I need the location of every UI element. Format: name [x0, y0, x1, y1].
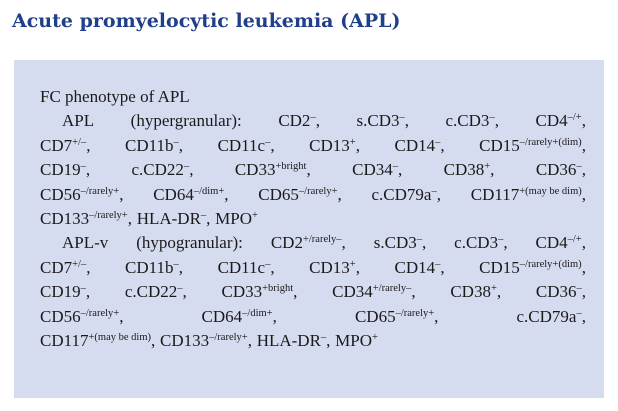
marker-token: [125, 256, 183, 280]
marker-expression: +(may be dim): [88, 331, 151, 343]
marker-expression: +: [484, 161, 491, 173]
marker-name: c.CD79a: [516, 306, 577, 326]
marker-token: [372, 183, 441, 207]
marker-name: CD15: [479, 135, 520, 155]
marker-token: [40, 183, 123, 207]
marker-expression: –/dim+: [193, 185, 225, 197]
separator: ,: [581, 306, 586, 326]
separator: ,: [581, 111, 586, 131]
marker-token: [394, 256, 444, 280]
marker-expression: –: [489, 112, 495, 124]
page-title: Acute promyelocytic leukemia (APL): [12, 10, 401, 32]
separator: ,: [270, 135, 275, 155]
marker-token: [131, 109, 242, 133]
marker-name: CD33: [221, 282, 263, 302]
separator: ,: [270, 257, 275, 277]
marker-name: (hypogranular):: [136, 233, 243, 253]
separator: ,: [581, 135, 586, 155]
separator: ,: [490, 160, 495, 180]
marker-expression: –/rarely+: [298, 185, 338, 197]
marker-token: [136, 231, 243, 255]
marker-token: [40, 134, 90, 158]
marker-name: CD38: [450, 282, 491, 302]
separator: ,: [581, 233, 586, 253]
marker-name: CD7: [40, 257, 73, 277]
marker-token: [40, 329, 155, 353]
marker-expression: –: [431, 185, 437, 197]
marker-name: CD11b: [125, 257, 174, 277]
marker-expression: –: [265, 136, 271, 148]
separator: ,: [189, 160, 194, 180]
marker-expression: +/rarely–: [302, 234, 342, 246]
marker-name: HLA-DR: [256, 330, 321, 350]
phenotype-line: [40, 207, 586, 231]
separator: ,: [315, 111, 320, 131]
marker-token: [356, 109, 408, 133]
marker-expression: +/–: [72, 258, 87, 270]
marker-expression: –: [80, 283, 86, 295]
marker-token: [536, 231, 586, 255]
separator: ,: [119, 184, 124, 204]
marker-name: CD4: [535, 233, 568, 253]
marker-expression: –: [265, 258, 271, 270]
marker-name: MPO: [335, 330, 373, 350]
separator: ,: [224, 184, 229, 204]
phenotype-line: [40, 109, 586, 133]
marker-name: CD14: [394, 257, 436, 277]
marker-expression: –: [392, 161, 398, 173]
marker-expression: –: [310, 112, 316, 124]
marker-name: c.CD3: [454, 233, 499, 253]
marker-expression: +/rarely–: [372, 283, 412, 295]
separator: ,: [494, 111, 499, 131]
separator: ,: [581, 282, 586, 302]
marker-token: [222, 280, 298, 304]
marker-expression: –/rarely+: [89, 209, 128, 221]
phenotype-line: [40, 329, 586, 353]
marker-expression: –: [80, 161, 86, 173]
phenotype-line: [40, 231, 586, 255]
marker-name: APL-v: [62, 233, 109, 253]
marker-token: [471, 183, 586, 207]
marker-token: [450, 280, 501, 304]
marker-token: [125, 134, 183, 158]
marker-name: s.CD3: [356, 111, 400, 131]
marker-expression: –/rarely+(dim): [519, 258, 582, 270]
phenotype-line: [40, 305, 586, 329]
separator: ,: [440, 135, 445, 155]
marker-token: [479, 256, 586, 280]
marker-name: CD64: [201, 306, 243, 326]
separator: ,: [178, 257, 184, 277]
marker-token: [479, 134, 586, 158]
marker-token: [62, 231, 108, 255]
marker-name: CD133: [40, 208, 90, 228]
marker-name: CD2: [278, 111, 311, 131]
separator: ,: [440, 257, 445, 277]
marker-name: APL: [62, 111, 95, 131]
marker-expression: –/rarely+: [80, 307, 120, 319]
marker-token: [40, 256, 90, 280]
marker-token: [40, 207, 132, 231]
separator: ,: [206, 208, 211, 228]
marker-name: CD38: [443, 160, 485, 180]
marker-name: CD33: [234, 160, 276, 180]
marker-name: CD19: [40, 160, 81, 180]
marker-expression: –: [576, 307, 582, 319]
marker-expression: –: [200, 209, 207, 221]
marker-name: CD56: [40, 306, 81, 326]
info-box: [14, 60, 604, 398]
marker-expression: +bright: [262, 283, 294, 295]
marker-name: c.CD22: [131, 160, 184, 180]
marker-token: [374, 231, 426, 255]
separator: ,: [421, 233, 427, 253]
phenotype-line: [40, 256, 586, 280]
separator: ,: [182, 282, 187, 302]
separator: ,: [581, 160, 586, 180]
marker-token: [235, 158, 311, 182]
separator: ,: [411, 282, 416, 302]
marker-name: CD36: [535, 282, 577, 302]
separator: ,: [151, 330, 156, 350]
marker-expression: +: [372, 331, 378, 343]
marker-expression: –: [498, 234, 504, 246]
marker-name: CD133: [160, 330, 210, 350]
marker-name: s.CD3: [373, 233, 417, 253]
marker-token: [153, 183, 228, 207]
marker-expression: –/rarely+: [80, 185, 120, 197]
marker-token: [278, 109, 320, 133]
marker-name: CD7: [40, 135, 73, 155]
marker-token: [258, 183, 341, 207]
separator: ,: [503, 233, 508, 253]
marker-name: CD64: [153, 184, 194, 204]
phenotype-line: [40, 158, 586, 182]
separator: ,: [397, 160, 403, 180]
marker-name: c.CD3: [445, 111, 490, 131]
marker-token: [160, 329, 252, 353]
marker-token: [137, 207, 211, 231]
marker-name: CD13: [309, 135, 350, 155]
marker-expression: +: [490, 283, 497, 295]
marker-expression: +(may be dim): [519, 185, 582, 197]
marker-token: [309, 134, 360, 158]
separator: ,: [247, 330, 252, 350]
separator: ,: [86, 135, 91, 155]
marker-name: (hypergranular):: [130, 111, 242, 131]
marker-name: c.CD22: [124, 282, 178, 302]
marker-token: [218, 256, 275, 280]
marker-expression: –/rarely+(dim): [519, 136, 582, 148]
marker-name: CD11c: [217, 257, 266, 277]
marker-name: CD117: [470, 184, 520, 204]
marker-expression: –/rarely+: [209, 331, 248, 343]
marker-token: [218, 134, 275, 158]
marker-expression: +: [252, 209, 258, 221]
marker-expression: +: [349, 258, 356, 270]
info-box-content: [40, 85, 586, 353]
marker-expression: –: [320, 331, 327, 343]
marker-name: MPO: [215, 208, 253, 228]
marker-expression: –: [177, 283, 183, 295]
separator: ,: [436, 184, 441, 204]
separator: ,: [434, 306, 439, 326]
marker-token: [352, 158, 402, 182]
marker-name: c.CD79a: [371, 184, 432, 204]
marker-token: [257, 329, 331, 353]
marker-name: CD117: [40, 330, 89, 350]
marker-expression: –: [416, 234, 422, 246]
marker-name: CD65: [354, 306, 396, 326]
separator: ,: [326, 330, 331, 350]
marker-token: [535, 109, 585, 133]
separator: ,: [581, 184, 586, 204]
marker-expression: –: [435, 136, 441, 148]
separator: ,: [272, 306, 277, 326]
marker-token: [394, 134, 444, 158]
marker-expression: +bright: [275, 161, 307, 173]
marker-name: CD2: [270, 233, 303, 253]
marker-token: [132, 158, 194, 182]
marker-name: CD36: [535, 160, 577, 180]
phenotype-line: [40, 183, 586, 207]
marker-name: CD4: [535, 111, 568, 131]
phenotype-line: [40, 134, 586, 158]
marker-expression: +/–: [72, 136, 87, 148]
separator: ,: [355, 257, 360, 277]
marker-token: [355, 305, 438, 329]
marker-token: [536, 158, 586, 182]
separator: ,: [404, 111, 409, 131]
marker-token: [444, 158, 495, 182]
separator: ,: [86, 257, 91, 277]
separator: ,: [496, 282, 502, 302]
marker-token: [536, 280, 586, 304]
marker-name: CD34: [332, 282, 373, 302]
marker-name: CD56: [40, 184, 81, 204]
marker-expression: –: [173, 136, 179, 148]
marker-expression: –/rarely+: [395, 307, 435, 319]
marker-token: [271, 231, 346, 255]
separator: ,: [581, 257, 586, 277]
marker-name: CD19: [40, 282, 81, 302]
marker-name: CD14: [394, 135, 436, 155]
separator: ,: [355, 135, 360, 155]
marker-name: CD11b: [125, 135, 174, 155]
marker-expression: –/dim+: [242, 307, 273, 319]
separator: ,: [293, 282, 298, 302]
separator: ,: [119, 306, 124, 326]
marker-expression: –/+: [567, 112, 582, 124]
marker-token: [446, 109, 499, 133]
separator: ,: [127, 208, 132, 228]
marker-expression: –: [576, 283, 582, 295]
marker-token: [332, 280, 415, 304]
box-heading: FC phenotype of APL: [40, 87, 190, 106]
marker-token: [202, 305, 277, 329]
separator: ,: [337, 184, 342, 204]
marker-name: CD34: [352, 160, 393, 180]
marker-token: [40, 158, 90, 182]
marker-name: CD15: [479, 257, 520, 277]
marker-token: [517, 305, 586, 329]
marker-token: [215, 207, 258, 231]
separator: ,: [178, 135, 184, 155]
marker-name: CD13: [309, 257, 350, 277]
separator: ,: [85, 282, 91, 302]
marker-expression: –: [576, 161, 582, 173]
marker-token: [40, 305, 123, 329]
separator: ,: [85, 160, 91, 180]
marker-name: HLA-DR: [136, 208, 201, 228]
marker-expression: +: [349, 136, 356, 148]
marker-token: [62, 109, 94, 133]
marker-name: CD65: [258, 184, 299, 204]
marker-expression: –/+: [567, 234, 582, 246]
marker-token: [309, 256, 360, 280]
marker-expression: –: [183, 161, 190, 173]
marker-name: CD11c: [217, 135, 266, 155]
separator: ,: [306, 160, 311, 180]
marker-expression: –: [399, 112, 405, 124]
marker-token: [335, 329, 378, 353]
marker-token: [454, 231, 507, 255]
separator: ,: [341, 233, 346, 253]
marker-expression: –: [173, 258, 179, 270]
marker-token: [125, 280, 187, 304]
phenotype-line: [40, 280, 586, 304]
marker-expression: –: [435, 258, 441, 270]
marker-token: [40, 280, 90, 304]
